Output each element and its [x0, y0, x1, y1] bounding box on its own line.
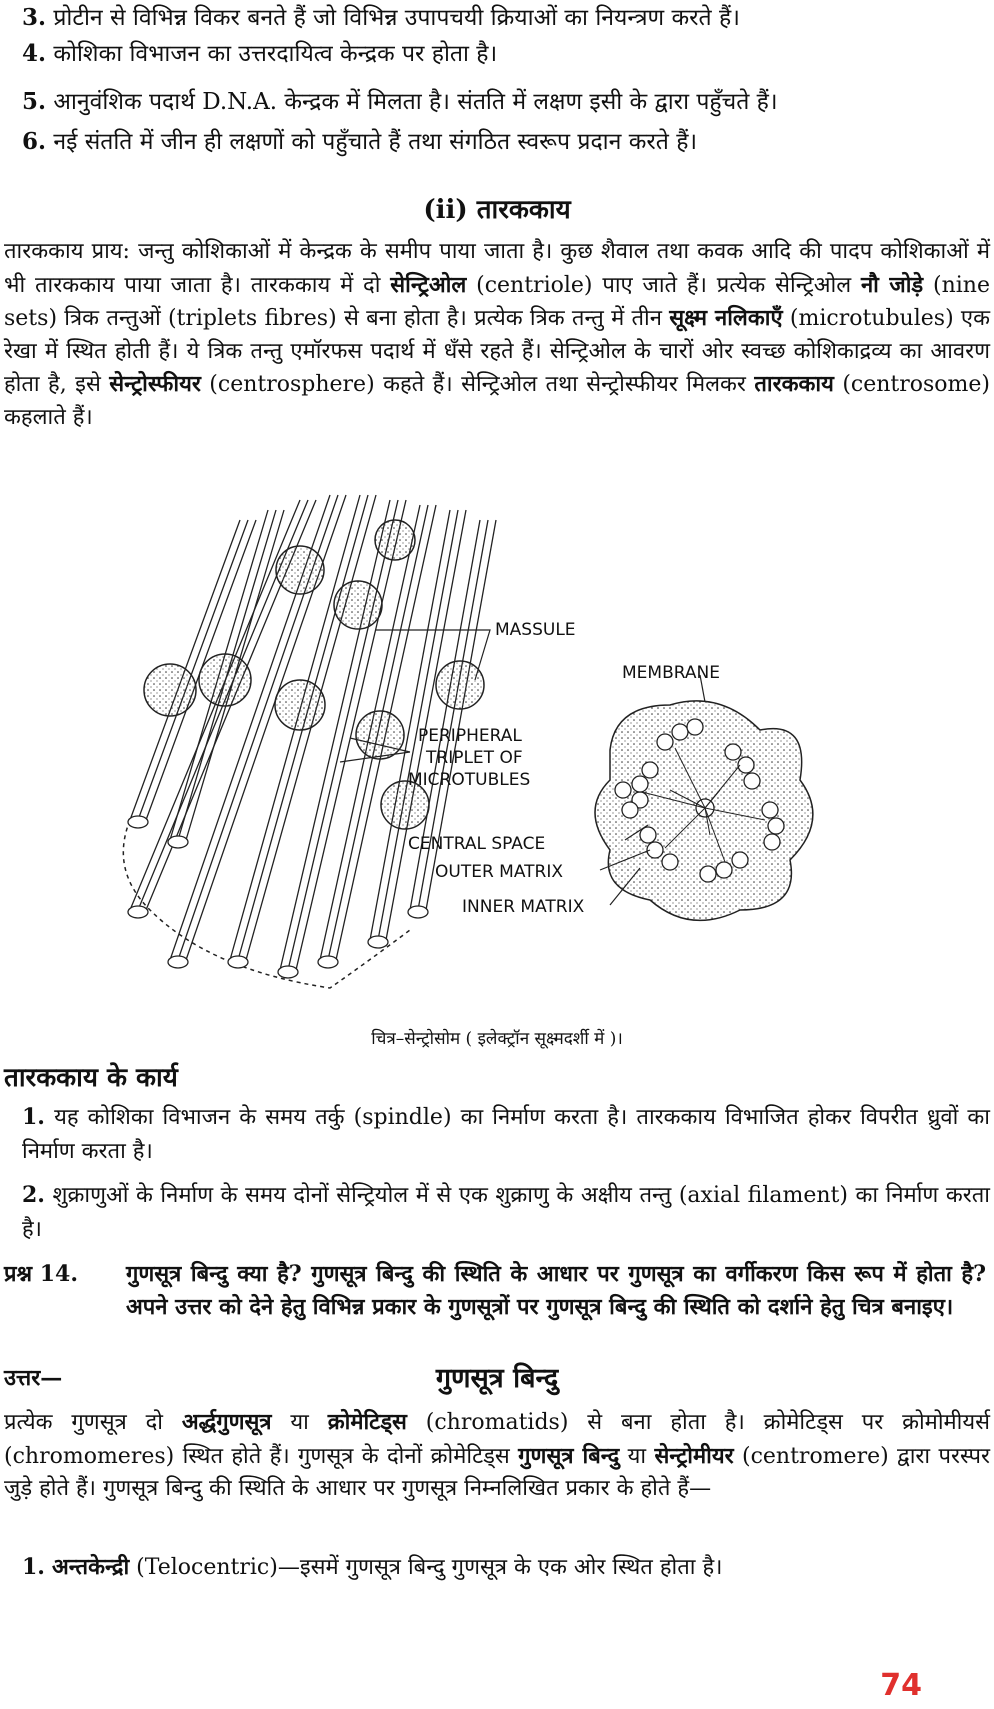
question-14 [4, 1258, 990, 1324]
label-massule: MASSULE [495, 620, 576, 640]
centrosome-paragraph: तारककाय प्राय: जन्तु कोशिकाओं में केन्द्रक के समीप पाया जाता है। कुछ शैवाल तथा कवक आदि की पादप कोशिकाओं में भी तारककाय पाया जाता है। तारककाय में दो सेन्ट्रिओल (centriole) पाए जाते हैं। प्रत्येक सेन्ट्रिओल नौ जोड़े (nine sets) त्रिक तन्तुओं (triplets fibres) से बना होता है। प्रत्येक त्रिक तन्तु में तीन सूक्ष्म नलिकाएँ (microtubules) एक रेखा में स्थित होती हैं। ये त्रिक तन्तु एमॉरफस पदार्थ में धँसे रहते हैं। सेन्ट्रिओल के चारों ओर स्वच्छ कोशिकाद्रव्य का आवरण होता है, इसे सेन्ट्रोस्फीयर (centrosphere) कहते हैं। सेन्ट्रिओल तथा सेन्ट्रोस्फीयर मिलकर तारककाय (centrosome) कहलाते हैं। [4, 239, 991, 430]
answer-header [4, 1362, 990, 1398]
answer-label: उत्तर— [4, 1365, 63, 1391]
figure-caption: चित्र–सेन्ट्रोसोम ( इलेक्ट्रॉन सूक्ष्मदर्शी में )। [371, 1029, 623, 1049]
list-item: 1. यह कोशिका विभाजन के समय तर्कु (spindle) का निर्माण करता है। तारककाय विभाजित होकर विपरीत ध्रुवों का निर्माण करता है। [22, 1104, 990, 1164]
list-item: 1. अन्तकेन्द्री (Telocentric)—इसमें गुणसूत्र बिन्दु गुणसूत्र के एक ओर स्थित होता है। [22, 1554, 723, 1580]
functions-heading: तारककाय के कार्य [4, 1063, 178, 1093]
label-peripheral-2: TRIPLET OF [426, 748, 523, 768]
tube-ends [128, 816, 428, 978]
label-peripheral-1: PERIPHERAL [418, 726, 522, 746]
question-text: गुणसूत्र बिन्दु क्या है? गुणसूत्र बिन्दु की स्थिति के आधार पर गुणसूत्र का वर्गीकरण किस रूप में होता है? अपने उत्तर को देने हेतु विभिन्न प्रकार के गुणसूत्रों पर गुणसूत्र बिन्दु की स्थिति को दर्शाने हेतु चित्र बनाइए। [126, 1261, 986, 1320]
answer-title: गुणसूत्र बिन्दु [435, 1363, 559, 1394]
list-item: 2. शुक्राणुओं के निर्माण के समय दोनों सेन्ट्रियोल में से एक शुक्राणु के अक्षीय तन्तु (axial filament) का निर्माण करता है। [22, 1182, 990, 1242]
centrosome-figure [110, 490, 890, 1000]
list-item: 6. नई संतति में जीन ही लक्षणों को पहुँचाते हैं तथा संगठित स्वरूप प्रदान करते हैं। [22, 128, 698, 155]
section-heading: (ii) तारककाय [423, 195, 571, 225]
label-inner-matrix: INNER MATRIX [462, 897, 585, 917]
list-item: 3. प्रोटीन से विभिन्न विकर बनते हैं जो विभिन्न उपापचयी क्रियाओं का नियन्त्रण करते हैं। [22, 4, 740, 31]
question-label: प्रश्न 14. [4, 1261, 79, 1287]
page-number: 74 [880, 1668, 922, 1703]
centriole-outline [123, 820, 410, 988]
label-outer-matrix: OUTER MATRIX [435, 862, 563, 882]
label-central-space: CENTRAL SPACE [408, 834, 546, 854]
centromere-paragraph: प्रत्येक गुणसूत्र दो अर्द्धगुणसूत्र या क्रोमेटिड्स (chromatids) से बना होता है। क्रोमेटिड्स पर क्रोमोमीयर्स (chromomeres) स्थित होते हैं। गुणसूत्र के दोनों क्रोमेटिड्स गुणसूत्र बिन्दु या सेन्ट्रोमीयर (centromere) द्वारा परस्पर जुड़े होते हैं। गुणसूत्र बिन्दु की स्थिति के आधार पर गुणसूत्र निम्नलिखित प्रकार के होते हैं— [4, 1409, 990, 1501]
label-membrane: MEMBRANE [622, 663, 720, 683]
label-peripheral-3: MICROTUBLES [408, 770, 531, 790]
list-item: 4. कोशिका विभाजन का उत्तरदायित्व केन्द्रक पर होता है। [22, 40, 498, 67]
list-item: 5. आनुवंशिक पदार्थ D.N.A. केन्द्रक में मिलता है। संतति में लक्षण इसी के द्वारा पहुँचते हैं। [22, 88, 778, 115]
